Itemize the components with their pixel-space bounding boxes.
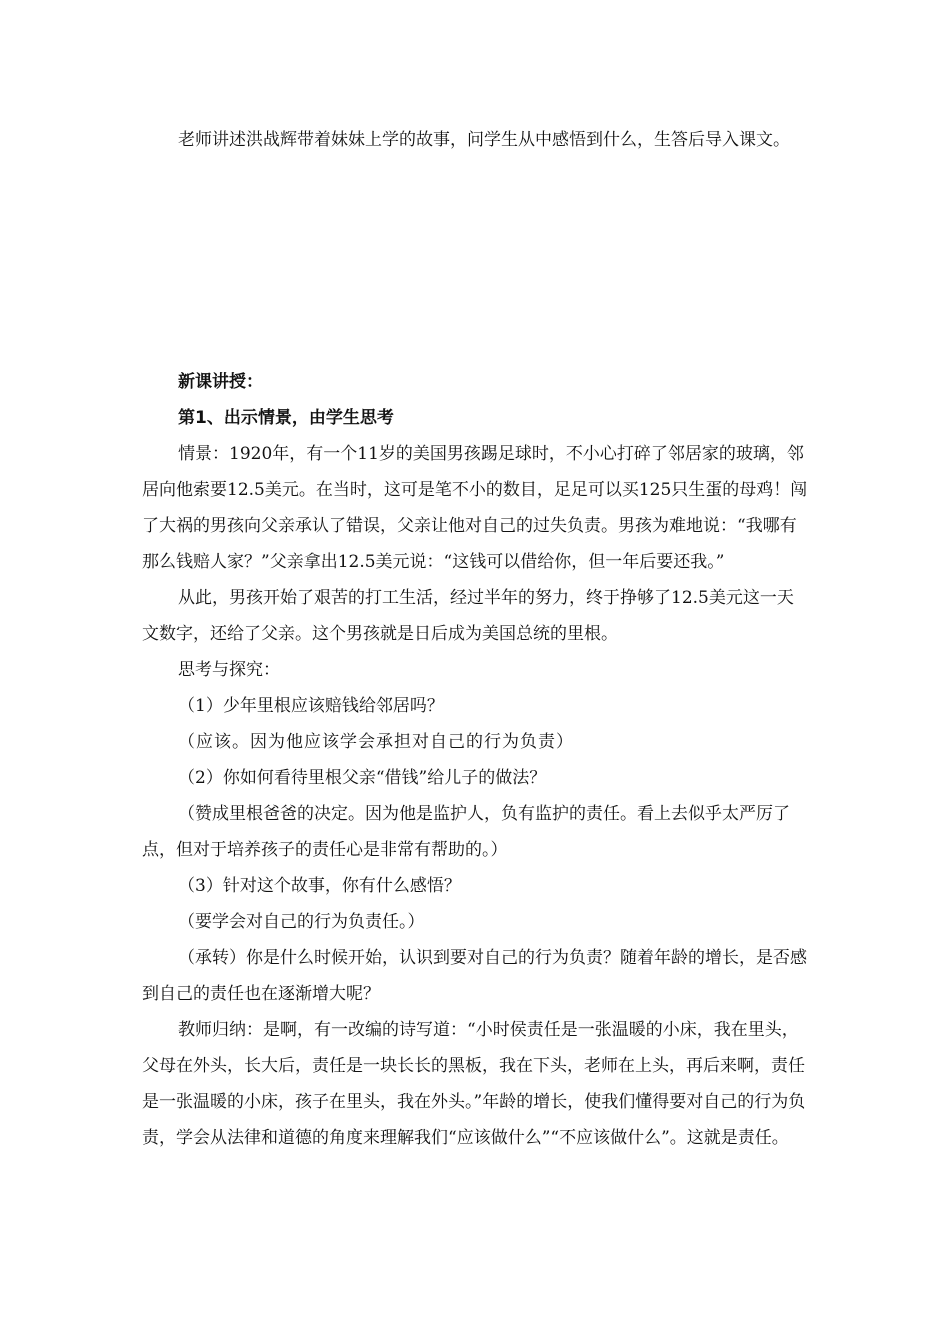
- scenario-paragraph-2: 从此，男孩开始了艰苦的打工生活，经过半年的努力，终于挣够了12.5美元这一天文数字，还给了父亲。这个男孩就是日后成为美国总统的里根。: [142, 588, 794, 644]
- scenario-paragraph-1: 情景：1920年，有一个11岁的美国男孩踢足球时，不小心打碎了邻居家的玻璃，邻居向他索要12.5美元。在当时，这可是笔不小的数目，足足可以买125只生蛋的母鸡！闯了大祸的男孩向父亲承认了错误，父亲让他对自己的过失负责。男孩为难地说：“我哪有那么钱赔人家？”父亲拿出12.5美元说：“这钱可以借给你，但一年后要还我。”: [142, 444, 808, 572]
- think-label: 思考与探究：: [178, 660, 280, 680]
- teacher-summary: 教师归纳：是啊，有一改编的诗写道：“小时侯责任是一张温暖的小床，我在里头，父母在外头，长大后，责任是一块长长的黑板，我在下头，老师在上头，再后来啊，责任是一张温暖的小床，孩子在里头，我在外头。”年龄的增长，使我们懂得要对自己的行为负责，学会从法律和道德的角度来理解我们“应该做什么”“不应该做什么”。这就是责任。: [142, 1020, 806, 1148]
- question-2: （2）你如何看待里根父亲“借钱”给儿子的做法？: [178, 768, 547, 788]
- intro-section: [142, 122, 808, 158]
- intro-paragraph: 老师讲述洪战辉带着妹妹上学的故事，问学生从中感悟到什么，生答后导入课文。: [178, 130, 790, 150]
- answer-1: （应该。因为他应该学会承担对自己的行为负责）: [178, 732, 574, 752]
- step1-heading: 第1、出示情景，由学生思考: [178, 408, 394, 428]
- question-3: （3）针对这个故事，你有什么感悟？: [178, 876, 461, 896]
- lesson-heading: 新课讲授：: [178, 372, 263, 392]
- lesson-section: [142, 364, 808, 1156]
- answer-2: （赞成里根爸爸的决定。因为他是监护人，负有监护的责任。看上去似乎太严厉了点，但对于培养孩子的责任心是非常有帮助的。）: [142, 804, 790, 860]
- transition-paragraph: （承转）你是什么时候开始，认识到要对自己的行为负责？随着年龄的增长，是否感到自己的责任也在逐渐增大呢？: [142, 948, 807, 1004]
- answer-3: （要学会对自己的行为负责任。）: [178, 912, 425, 932]
- question-1: （1）少年里根应该赔钱给邻居吗？: [178, 696, 444, 716]
